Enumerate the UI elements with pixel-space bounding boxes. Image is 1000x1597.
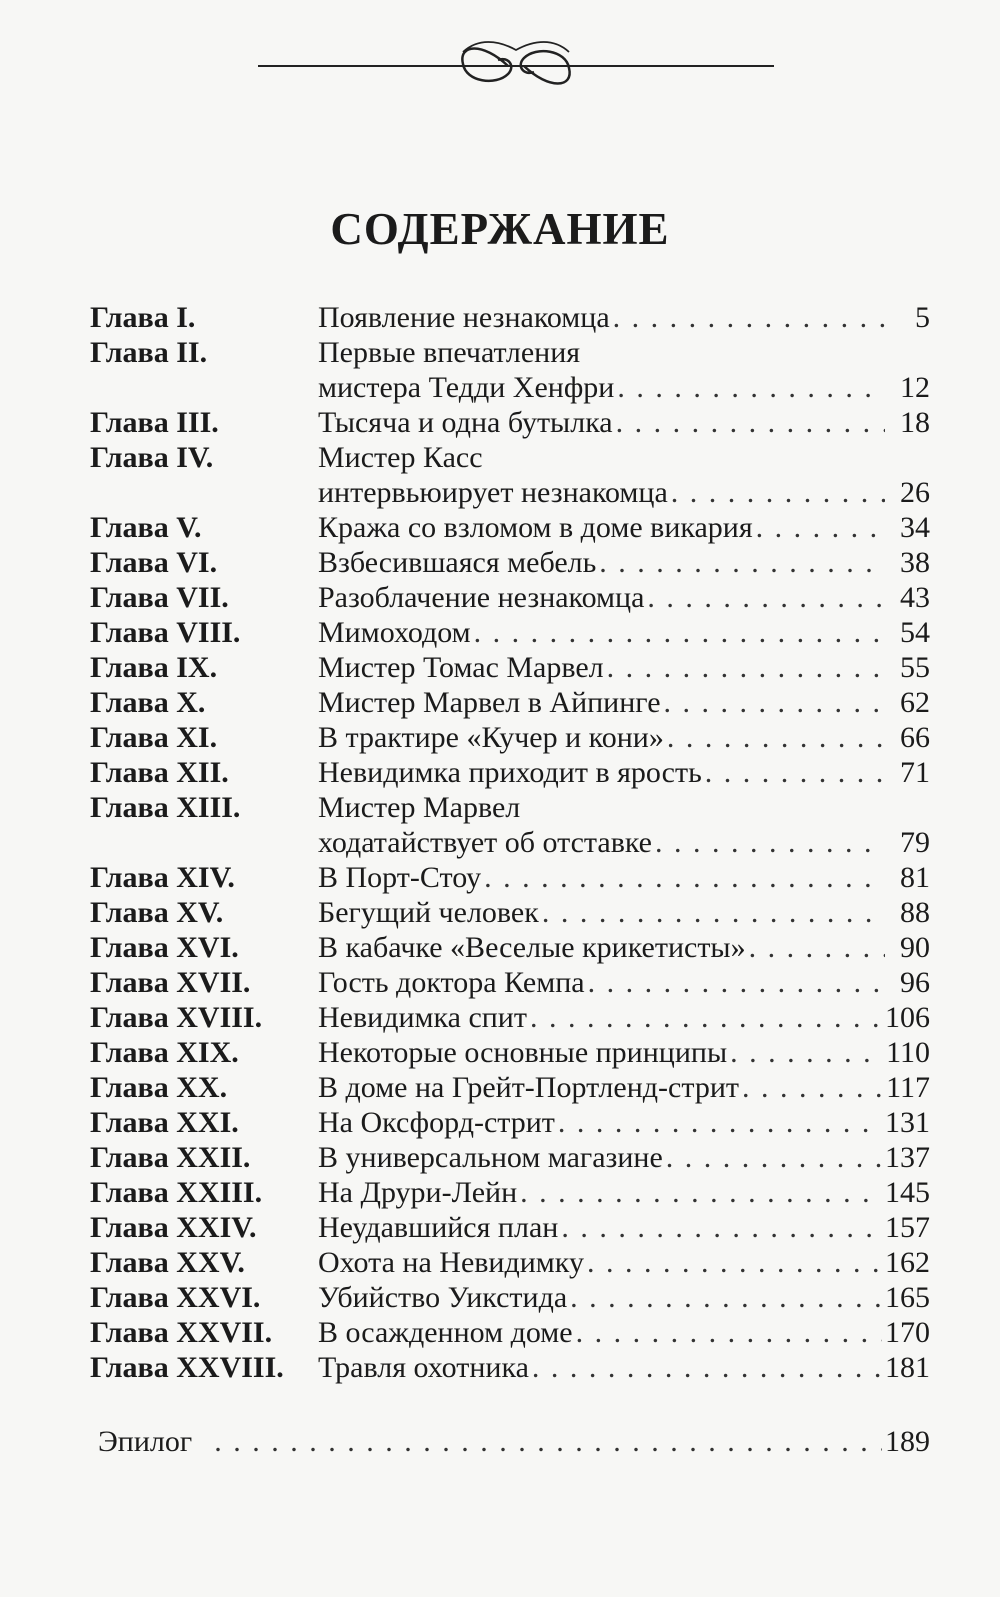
toc-entry — [90, 965, 930, 1000]
toc-entry — [90, 685, 930, 720]
toc-page-number: 43 — [900, 581, 930, 614]
toc-chapter-title: В кабачке «Веселые крикетисты» — [318, 931, 746, 964]
toc-chapter-title: Травля охотника — [318, 1351, 529, 1384]
toc-page-number: 96 — [900, 966, 930, 999]
toc-entry — [90, 335, 930, 405]
dot-leader — [730, 1035, 883, 1070]
dot-leader — [616, 405, 885, 440]
toc-page-number: 5 — [915, 301, 930, 334]
toc-chapter-label: Глава XIV. — [90, 861, 235, 894]
dot-leader — [588, 965, 885, 1000]
toc-chapter-label: Глава IX. — [90, 651, 218, 684]
toc-chapter-title: Мистер Марвел — [318, 791, 521, 824]
toc-chapter-title: На Друри-Лейн — [318, 1176, 518, 1209]
toc-chapter-label: Глава XI. — [90, 721, 218, 754]
toc-page-number: 79 — [900, 826, 930, 859]
toc-entry — [90, 895, 930, 930]
toc-chapter-label: Глава V. — [90, 511, 202, 544]
toc-page-number: 54 — [900, 616, 930, 649]
dot-leader — [599, 545, 885, 580]
toc-page-number: 157 — [885, 1211, 930, 1244]
dot-leader — [671, 475, 885, 510]
toc-page-number: 131 — [885, 1106, 930, 1139]
dot-leader — [576, 1315, 882, 1350]
toc-page-number: 162 — [885, 1246, 930, 1279]
toc-entry — [90, 1245, 930, 1280]
dot-leader — [607, 650, 885, 685]
toc-chapter-title: Бегущий человек — [318, 896, 539, 929]
toc-chapter-title: ходатайствует об отставке — [318, 826, 652, 859]
toc-page-number: 12 — [900, 371, 930, 404]
toc-entry — [90, 1280, 930, 1315]
toc-chapter-label: Глава VIII. — [90, 616, 241, 649]
toc-chapter-title: Мистер Томас Марвел — [318, 651, 604, 684]
toc-chapter-title: мистера Тедди Хенфри — [318, 371, 615, 404]
toc-entry — [90, 1175, 930, 1210]
toc-chapter-label: Глава XXV. — [90, 1246, 245, 1279]
toc-chapter-title: Кража со взломом в доме викария — [318, 511, 753, 544]
toc-chapter-title: Мимоходом — [318, 616, 471, 649]
dot-leader — [617, 370, 885, 405]
table-of-contents — [90, 300, 930, 1385]
toc-chapter-label: Глава VI. — [90, 546, 218, 579]
toc-chapter-title: На Оксфорд-стрит — [318, 1106, 555, 1139]
dot-leader — [520, 1175, 882, 1210]
toc-chapter-title: В доме на Грейт-Портленд-стрит — [318, 1071, 739, 1104]
toc-chapter-label: Глава III. — [90, 406, 219, 439]
toc-entry — [90, 440, 930, 510]
toc-entry — [90, 510, 930, 545]
toc-chapter-title: Тысяча и одна бутылка — [318, 406, 613, 439]
toc-page-number: 18 — [900, 406, 930, 439]
toc-entry — [90, 755, 930, 790]
toc-chapter-label: Глава XVI. — [90, 931, 239, 964]
toc-chapter-label: Глава I. — [90, 301, 196, 334]
dot-leader — [484, 860, 885, 895]
toc-entry — [90, 1350, 930, 1385]
toc-chapter-title: интервьюирует незнакомца — [318, 476, 668, 509]
dot-leader — [613, 300, 885, 335]
dot-leader — [647, 580, 885, 615]
toc-page-number: 165 — [885, 1281, 930, 1314]
toc-entry — [90, 1000, 930, 1035]
dot-leader — [570, 1280, 882, 1315]
toc-chapter-label: Глава XX. — [90, 1071, 228, 1104]
dot-leader — [558, 1105, 882, 1140]
toc-chapter-label: Глава XII. — [90, 756, 229, 789]
toc-chapter-title: Охота на Невидимку — [318, 1246, 584, 1279]
toc-chapter-title: В универсальном магазине — [318, 1141, 663, 1174]
toc-entry — [90, 650, 930, 685]
toc-page-number: 117 — [886, 1071, 930, 1104]
decorative-flourish-icon — [258, 30, 774, 100]
toc-chapter-label: Глава XVIII. — [90, 1001, 263, 1034]
toc-page-number: 189 — [885, 1425, 930, 1458]
dot-leader — [742, 1070, 883, 1105]
dot-leader — [214, 1424, 882, 1459]
toc-chapter-title: Взбесившаяся мебель — [318, 546, 597, 579]
dot-leader — [705, 755, 885, 790]
dot-leader — [655, 825, 885, 860]
dot-leader — [474, 615, 885, 650]
dot-leader — [530, 1000, 882, 1035]
toc-epilogue — [98, 1424, 930, 1459]
toc-entry — [90, 545, 930, 580]
toc-page-number: 26 — [900, 476, 930, 509]
dot-leader — [542, 895, 885, 930]
toc-entry — [90, 720, 930, 755]
dot-leader — [561, 1210, 882, 1245]
toc-chapter-title: Гость доктора Кемпа — [318, 966, 585, 999]
dot-leader — [667, 720, 885, 755]
toc-entry — [90, 1070, 930, 1105]
toc-page-number: 145 — [885, 1176, 930, 1209]
toc-page-number: 110 — [886, 1036, 930, 1069]
toc-chapter-label: Глава XXVI. — [90, 1281, 261, 1314]
toc-page-number: 34 — [900, 511, 930, 544]
toc-entry — [90, 300, 930, 335]
toc-entry — [90, 580, 930, 615]
toc-page-number: 62 — [900, 686, 930, 719]
toc-epilogue-label: Эпилог — [98, 1425, 193, 1458]
toc-entry — [90, 1035, 930, 1070]
dot-leader — [756, 510, 885, 545]
toc-chapter-title: В трактире «Кучер и кони» — [318, 721, 664, 754]
toc-page-number: 170 — [885, 1316, 930, 1349]
toc-chapter-label: Глава XXVII. — [90, 1316, 273, 1349]
dot-leader — [532, 1350, 882, 1385]
toc-chapter-title: Убийство Уикстида — [318, 1281, 568, 1314]
toc-entry — [90, 405, 930, 440]
toc-chapter-label: Глава XXIII. — [90, 1176, 263, 1209]
toc-chapter-label: Глава XIII. — [90, 791, 241, 824]
toc-chapter-label: Глава X. — [90, 686, 206, 719]
toc-page-number: 66 — [900, 721, 930, 754]
toc-entry — [90, 1315, 930, 1350]
toc-chapter-label: Глава XXVIII. — [90, 1351, 284, 1384]
toc-chapter-title: Невидимка спит — [318, 1001, 527, 1034]
toc-chapter-label: Глава VII. — [90, 581, 229, 614]
toc-page-number: 55 — [900, 651, 930, 684]
toc-page-number: 38 — [900, 546, 930, 579]
toc-chapter-label: Глава XXIV. — [90, 1211, 257, 1244]
toc-page-number: 137 — [885, 1141, 930, 1174]
dot-leader — [666, 1140, 882, 1175]
toc-chapter-label: Глава II. — [90, 336, 208, 369]
toc-chapter-title: Появление незнакомца — [318, 301, 610, 334]
dot-leader — [664, 685, 885, 720]
toc-chapter-title: Неудавшийся план — [318, 1211, 559, 1244]
toc-page-number: 71 — [900, 756, 930, 789]
toc-chapter-label: Глава XV. — [90, 896, 224, 929]
dot-leader — [587, 1245, 882, 1280]
toc-chapter-title: Первые впечатления — [318, 336, 581, 369]
toc-entry — [90, 930, 930, 965]
toc-page-number: 106 — [885, 1001, 930, 1034]
toc-chapter-title: В осажденном доме — [318, 1316, 573, 1349]
toc-chapter-title: Разоблачение незнакомца — [318, 581, 645, 614]
toc-entry — [90, 1140, 930, 1175]
toc-entry — [90, 860, 930, 895]
toc-chapter-label: Глава XVII. — [90, 966, 251, 999]
dot-leader — [749, 930, 885, 965]
toc-entry — [90, 615, 930, 650]
toc-chapter-label: Глава XXI. — [90, 1106, 239, 1139]
toc-chapter-title: Мистер Марвел в Айпинге — [318, 686, 661, 719]
toc-page-number: 181 — [885, 1351, 930, 1384]
toc-entry — [90, 1210, 930, 1245]
toc-chapter-title: В Порт-Стоу — [318, 861, 482, 894]
page-title: СОДЕРЖАНИЕ — [330, 204, 670, 254]
toc-page-number: 88 — [900, 896, 930, 929]
toc-chapter-label: Глава IV. — [90, 441, 214, 474]
toc-chapter-label: Глава XIX. — [90, 1036, 239, 1069]
toc-entry — [90, 790, 930, 860]
toc-chapter-title: Некоторые основные принципы — [318, 1036, 728, 1069]
toc-entry — [90, 1105, 930, 1140]
toc-chapter-title: Невидимка приходит в ярость — [318, 756, 702, 789]
toc-page-number: 90 — [900, 931, 930, 964]
toc-page-number: 81 — [900, 861, 930, 894]
toc-chapter-title: Мистер Касс — [318, 441, 483, 474]
toc-chapter-label: Глава XXII. — [90, 1141, 251, 1174]
